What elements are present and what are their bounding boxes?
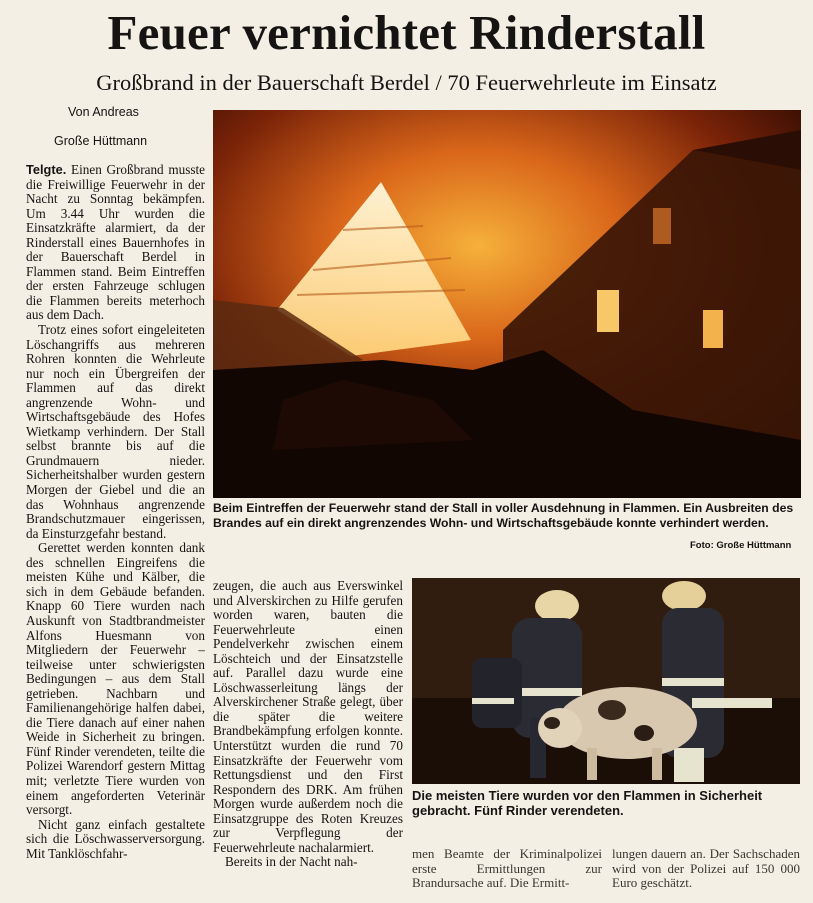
headline: Feuer vernichtet Rinderstall [107, 5, 706, 60]
dateline: Telgte. [26, 163, 67, 177]
paragraph-1: Einen Großbrand musste die Freiwillige Feuerwehr in der Nacht zu Sonntag bekämpfen. Um 3.44 Uhr wurden die Einsatzkräfte alarmiert, da der Rinderstall eines Bauernhofes in der Bauerschaft Berdel in Flammen stand. Beim Eintreffen der ersten Fahrzeuge schlugen die Flammen bereits meterhoch aus dem Dach. [26, 163, 205, 323]
article-column-1 [26, 163, 205, 903]
byline-name: Große Hüttmann [54, 134, 148, 148]
firefighters-photo [412, 578, 800, 784]
paragraph-5: zeugen, die auch aus Everswinkel und Alverskirchen zu Hilfe gerufen worden waren, bauten die Feuerwehrleute einen Pendelverkehr zwischen einem Löschteich und der Einsatzstelle auf. Parallel dazu wurde eine Löschwasserleitung längs der Alverskirchener Straße gelegt, über die später die weitere Brandbekämpfung erfolgen konnte. Unterstützt wurden die rund 70 Einsatzkräfte der Feuerwehr vom Rettungsdienst und den First Respondern des DRK. Am frühen Morgen wurde außerdem noch die Einsatzgruppe des Roten Kreuzes zur Verpflegung der Feuerwehrleute nachalarmiert. [213, 579, 403, 855]
fire-photo-caption: Beim Eintreffen der Feuerwehr stand der Stall in voller Ausdehnung in Flammen. Ein Ausbreiten des Brandes auf ein direkt angrenzendes Wohn- und Wirtschaftsgebäude konnte verhindert werden. [213, 501, 794, 530]
firefighters-photo-caption: Die meisten Tiere wurden vor den Flammen in Sicherheit gebracht. Fünf Rinder verendeten. [412, 788, 763, 818]
article-column-3-tail: men Beamte der Kriminalpolizei erste Ermittlungen zur Brandursache auf. Die Ermitt- [412, 847, 602, 890]
subheadline: Großbrand in der Bauerschaft Berdel / 70 Feuerwehrleute im Einsatz [96, 70, 717, 95]
fire-photo [213, 110, 801, 498]
paragraph-3: Gerettet werden konnten dank des schnellen Eingreifens die meisten Kühe und Kälber, die sich in dem Gebäude befanden. Knapp 60 Tiere wurden nach Auskunft von Stadtbrandmeister Alfons Huesmann von Mitgliedern der Feuerwehr – teilweise unter schwierigsten Bedingungen – aus dem Stall getrieben. Nachbarn und Familienangehörige halfen dabei, die Tiere danach auf einer nahen Weide in Sicherheit zu bringen. Fünf Rinder verendeten, teilte die Polizei Warendorf gestern Mittag mit; verletzte Tiere wurden von einem angeforderten Veterinär versorgt. [26, 540, 205, 818]
paragraph-6: Bereits in der Nacht nah- [225, 854, 358, 870]
paragraph-4: Nicht ganz einfach gestaltete sich die Löschwasserversorgung. Mit Tanklöschfahr- [26, 816, 205, 861]
paragraph-2: Trotz eines sofort eingeleiteten Löschangriffs aus mehreren Rohren konnten die Wehrleute nur noch ein Übergreifen der Flammen auf das direkt angrenzende Wohn- und Wirtschaftsgebäude des Hofes Wietkamp verhindern. Der Stall selbst brannte bis auf die Grundmauern nieder. Sicherheitshalber wurden gestern Morgen der Giebel und die an das Wohnhaus angrenzende Brandschutzmauer eingerissen, da Einsturzgefahr bestand. [26, 322, 205, 541]
byline-prefix: Von Andreas [68, 105, 139, 119]
photo-credit: Foto: Große Hüttmann [690, 540, 792, 551]
article-column-2 [213, 579, 403, 900]
article-column-4-tail: lungen dauern an. Der Sachschaden wird von der Polizei auf 150 000 Euro geschätzt. [612, 847, 800, 890]
